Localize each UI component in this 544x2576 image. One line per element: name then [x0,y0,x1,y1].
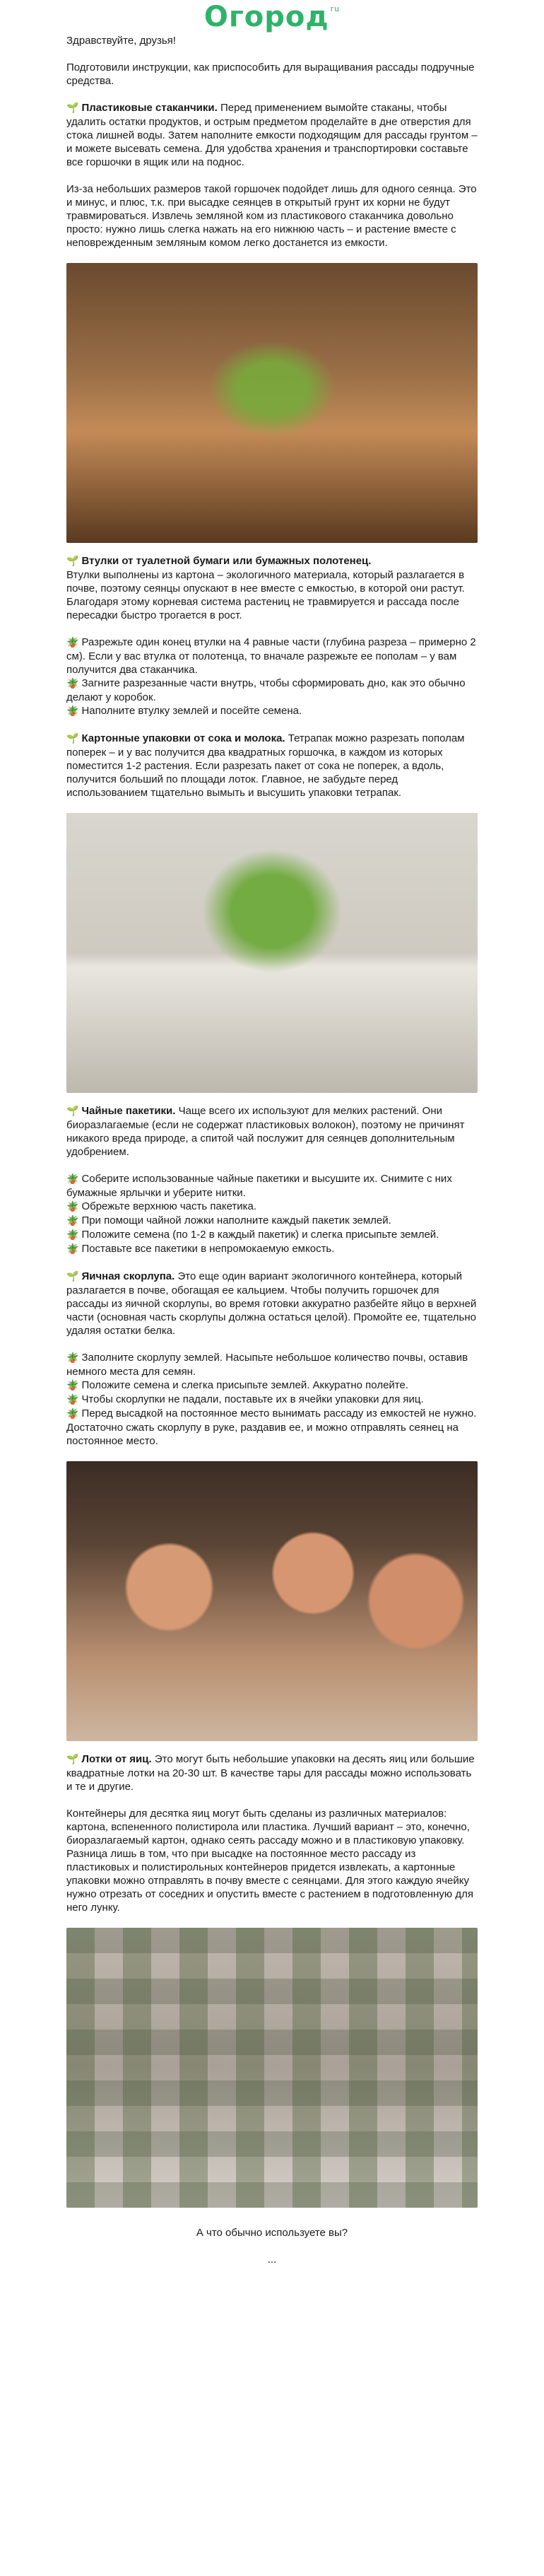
cups-paragraph [66,101,478,169]
logo[interactable] [204,3,340,31]
potted-plant-icon: 🪴 [66,637,79,648]
eggshells-steps [66,1351,478,1448]
eggshells-text: Это еще один вариант экологичного контейнера, который разлагается в почве, обогащая ее кальцием. Чтобы получить горшочек для рассады из яичной скорлупы, во время готовки аккуратно разбейте яйцо в верхней части (основная часть скорлупы должна остаться целой). Промойте ее, тщательно удаляя остатки белка. [66,1270,477,1337]
potted-plant-icon: 🪴 [66,678,79,689]
seedling-icon: 🌱 [66,556,79,567]
potted-plant-icon: 🪴 [66,1408,79,1419]
tubes-paragraph [66,554,478,622]
list-item: 🪴 Положите семена и слегка присыпьте землей. Аккуратно полейте. [66,1379,408,1391]
potted-plant-icon: 🪴 [66,1229,79,1241]
ellipsis: ... [267,2254,277,2266]
list-item: 🪴 При помощи чайной ложки наполните каждый пакетик землей. [66,1214,391,1226]
potted-plant-icon: 🪴 [66,1352,79,1364]
article [0,34,544,2266]
teabags-paragraph [66,1104,478,1159]
list-item: 🪴 Наполните втулку землей и посейте семена. [66,705,302,717]
teabags-text: Чаще всего их используют для мелких растений. Они биоразлагаемые (если не содержат пластиковых волокон), поэтому не причинят никакого вреда природе, а спитой чай послужит для сеянцев дополнительным удобрением. [66,1105,465,1158]
potted-plant-icon: 🪴 [66,706,79,717]
cartons-title: Картонные упаковки от сока и молока. [81,732,285,744]
list-item: 🪴 Разрежьте один конец втулки на 4 равные части (глубина разреза – примерно 2 см). Если у вас втулка от полотенца, то вначале разрежьте ее пополам – у вам получится два стаканчика. [66,636,476,676]
plastic-cup-photo [66,263,478,543]
cartons-text: Тетрапак можно разрезать пополам поперек – и у вас получится два квадратных горшочка, в каждом из которых поместится 1-2 растения. Если разрезать пакет от сока не поперек, а вдоль, получится больший по площади лоток. Главное, не забудьте перед использованием тщательно вымыть и высушить упаковки тетрапак. [66,732,465,799]
list-item: 🪴 Заполните скорлупу землей. Насыпьте небольшое количество почвы, оставив немного места для семян. [66,1352,468,1378]
potted-plant-icon: 🪴 [66,1201,79,1212]
tubes-text: Втулки выполнены из картона – экологичного материала, который разлагается в почве, поэтому сеянцы опускают в нее вместе с емкостью, в которой они растут. Благодаря этому корневая система растениц не травмируется и рассада после пересадки быстро трогается в рост. [66,569,465,621]
trays-title: Лотки от яиц. [81,1753,152,1765]
list-item: 🪴 Положите семена (по 1-2 в каждый пакетик) и слегка присыпьте землей. [66,1229,439,1241]
intro: Подготовили инструкции, как приспособить для выращивания рассады подручные средства. [66,62,475,87]
seedling-icon: 🌱 [66,1106,79,1117]
cups-text: Перед применением вымойте стаканы, чтобы удалить остатки продуктов, и острым предметом проделайте в дне отверстия для стока лишней воды. Затем наполните емкости подходящим для рассады грунтом – и можете высевать семена. Для удобства хранения и транспортировки составьте все горшочки в ящик или на поднос. [66,102,478,168]
potted-plant-icon: 🪴 [66,1173,79,1185]
potted-plant-icon: 🪴 [66,1215,79,1226]
seedling-icon: 🌱 [66,103,79,114]
cartons-paragraph [66,732,478,800]
header [0,0,544,34]
teabags-title: Чайные пакетики. [81,1105,176,1117]
trays-text2: Контейнеры для десятка яиц могут быть сделаны из различных материалов: картона, вспененного полистирола или пластика. Лучший вариант – это, конечно, биоразлагаемый картон, однако сеять рассаду можно и в пластиковую упаковку. Разница лишь в том, что при высадке на постоянное место рассаду из пластиковых и полистирольных контейнеров придется извлекать, а картонные упаковки можно отправлять в почву вместе с сеянцами. Для этого каждую ячейку нужно отрезать от соседних и опустить вместе с растением в подготовленную для него лунку. [66,1808,473,1914]
eggshells-title: Яичная скорлупа. [81,1270,175,1282]
potted-plant-icon: 🪴 [66,1380,79,1391]
list-item: 🪴 Загните разрезанные части внутрь, чтобы сформировать дно, как это обычно делают у коробок. [66,677,466,703]
trays-text: Это могут быть небольшие упаковки на десять яиц или большие квадратные лотки на 20-30 шт. В качестве тары для рассады можно использовать и те и другие. [66,1753,475,1793]
list-item: 🪴 Обрежьте верхнюю часть пакетика. [66,1200,257,1212]
tubes-title: Втулки от туалетной бумаги или бумажных полотенец. [81,555,372,567]
logo-text: Огород [203,1,329,33]
potted-plant-icon: 🪴 [66,1394,79,1405]
carton-photo [66,813,478,1093]
closing-question: А что обычно используете вы? [196,2227,348,2239]
tubes-steps [66,636,478,718]
logo-sup: ru [330,4,341,13]
list-item: 🪴 Поставьте все пакетики в непромокаемую емкость. [66,1243,335,1255]
list-item: 🪴 Перед высадкой на постоянное место вынимать рассаду из емкостей не нужно. Достаточно сжать скорлупу в руке, раздавив ее, и можно отправлять сеянец на постоянное место. [66,1407,477,1447]
potted-plant-icon: 🪴 [66,1243,79,1255]
list-item: 🪴 Чтобы скорлупки не падали, поставьте их в ячейки упаковки для яиц. [66,1393,424,1405]
trays-paragraph [66,1752,478,1793]
cups-title: Пластиковые стаканчики. [81,102,218,114]
seedling-icon: 🌱 [66,733,79,744]
teabags-steps [66,1172,478,1256]
eggshells-paragraph [66,1270,478,1337]
greeting: Здравствуйте, друзья! [66,35,176,47]
seedling-icon: 🌱 [66,1271,79,1282]
egg-tray-photo [66,1928,478,2208]
eggshell-photo [66,1461,478,1741]
cups-text2: Из-за небольших размеров такой горшочек подойдет лишь для одного сеянца. Это и минус, и плюс, т.к. при высадке сеянцев в открытый грунт их корни не будут травмироваться. Извлечь земляной ком из пластикового стаканчика довольно просто: нужно лишь слегка нажать на его нижнюю часть – и растение вместе с неповрежденным земляным комом легко достанется из емкости. [66,183,477,249]
seedling-icon: 🌱 [66,1754,79,1765]
list-item: 🪴 Соберите использованные чайные пакетики и высушите их. Снимите с них бумажные ярлычки и уберите нитки. [66,1173,452,1199]
